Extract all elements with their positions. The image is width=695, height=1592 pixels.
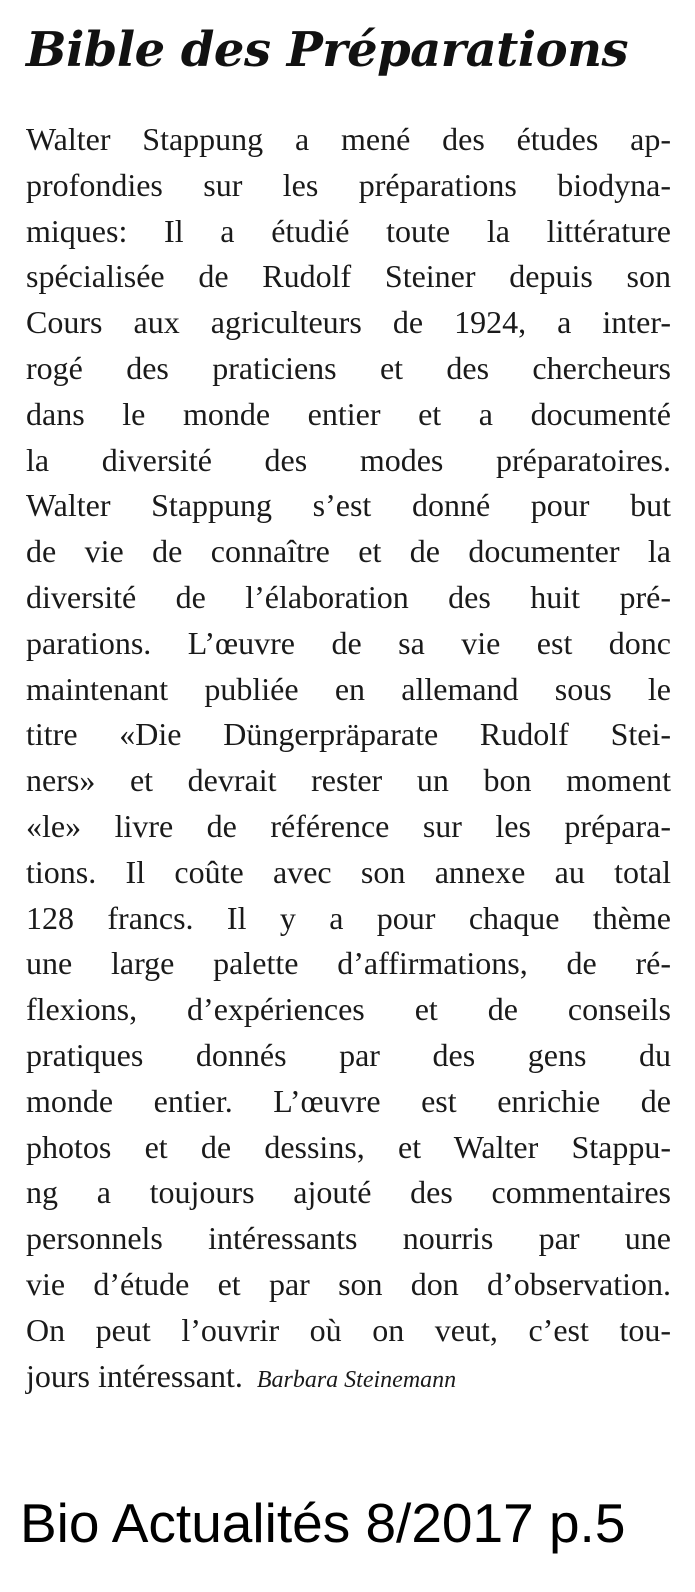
article-body bbox=[26, 117, 671, 1399]
body-line: Cours aux agriculteurs de 1924, a inter- bbox=[26, 304, 671, 341]
source-citation: Bio Actualités 8/2017 p.5 bbox=[20, 1492, 626, 1554]
body-line: rogé des praticiens et des chercheurs bbox=[26, 349, 671, 386]
body-line-text: jours intéressant. bbox=[26, 1357, 243, 1394]
body-line: titre «Die Düngerpräparate Rudolf Stei- bbox=[26, 716, 671, 753]
body-line: la diversité des modes préparatoires. bbox=[26, 441, 671, 478]
article bbox=[26, 0, 671, 1394]
body-line: photos et de dessins, et Walter Stappu- bbox=[26, 1128, 671, 1165]
article-title: Bible des Préparations bbox=[26, 22, 629, 78]
body-line: «le» livre de référence sur les prépara- bbox=[26, 807, 671, 844]
body-line: maintenant publiée en allemand sous le bbox=[26, 670, 671, 707]
body-line: ners» et devrait rester un bon moment bbox=[26, 762, 671, 799]
body-line: vie d’étude et par son don d’observation. bbox=[26, 1265, 671, 1302]
author-name: Barbara Steinemann bbox=[256, 1366, 457, 1393]
body-line: dans le monde entier et a documenté bbox=[26, 395, 671, 432]
body-line: 128 francs. Il y a pour chaque thème bbox=[26, 899, 671, 936]
body-line: On peut l’ouvrir où on veut, c’est tou- bbox=[26, 1311, 671, 1348]
body-line: diversité de l’élaboration des huit pré- bbox=[26, 578, 671, 615]
body-line: Walter Stappung a mené des études ap- bbox=[26, 121, 671, 157]
body-line: monde entier. L’œuvre est enrichie de bbox=[26, 1082, 671, 1119]
body-line: pratiques donnés par des gens du bbox=[26, 1036, 671, 1073]
body-last-line bbox=[26, 1354, 671, 1400]
body-line: une large palette d’affirmations, de ré- bbox=[26, 945, 671, 982]
body-line: flexions, d’expériences et de conseils bbox=[26, 991, 671, 1028]
body-line: spécialisée de Rudolf Steiner depuis son bbox=[26, 258, 671, 295]
body-line: miques: Il a étudié toute la littérature bbox=[26, 212, 671, 249]
body-line: profondies sur les préparations biodyna- bbox=[26, 166, 671, 203]
body-line: Walter Stappung s’est donné pour but bbox=[26, 487, 671, 524]
body-line: tions. Il coûte avec son annexe au total bbox=[26, 853, 671, 890]
body-line: de vie de connaître et de documenter la bbox=[26, 533, 671, 570]
body-line: personnels intéressants nourris par une bbox=[26, 1220, 671, 1257]
body-line: ng a toujours ajouté des commentaires bbox=[26, 1174, 671, 1211]
body-line: parations. L’œuvre de sa vie est donc bbox=[26, 624, 671, 661]
